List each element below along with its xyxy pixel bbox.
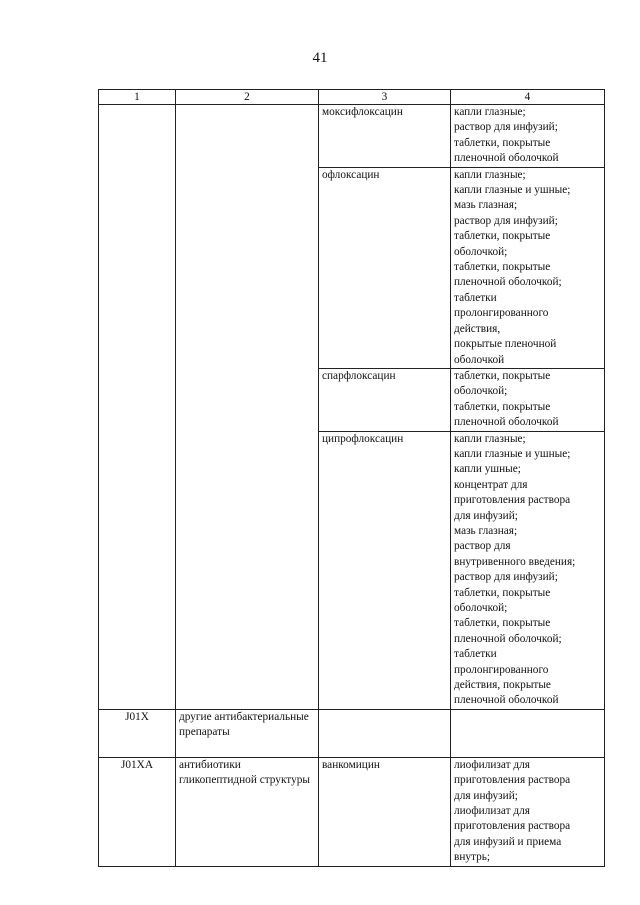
dosage-form-line: приготовления раствора <box>454 774 571 787</box>
dosage-form-line: действия, покрытые <box>454 679 551 692</box>
dosage-form-line: раствор для <box>454 540 511 553</box>
dosage-form-line: раствор для инфузий; <box>454 571 558 584</box>
dosage-form-line: пленочной оболочкой; <box>454 276 562 289</box>
column-header: 2 <box>176 90 319 105</box>
dosage-form-line: лиофилизат для <box>454 758 530 771</box>
dosage-form-line: лиофилизат для <box>454 805 530 818</box>
drug-name-cell: офлоксацин <box>319 167 451 368</box>
drug-name-cell: спарфлоксацин <box>319 368 451 431</box>
dosage-forms-cell <box>451 167 605 368</box>
column-header: 1 <box>99 90 176 105</box>
group-name-cell: другие антибактериальные препараты <box>176 709 319 757</box>
dosage-form-line: оболочкой; <box>454 602 508 614</box>
dosage-forms-cell <box>451 431 605 709</box>
dosage-form-line: пролонгированного <box>454 663 549 676</box>
dosage-form-line: оболочкой; <box>454 245 508 258</box>
dosage-form-line: капли глазные и ушные; <box>454 184 571 197</box>
dosage-form-line: пролонгированного <box>454 307 549 320</box>
dosage-forms-cell <box>451 757 605 866</box>
table-body <box>99 105 605 867</box>
dosage-form-line: пленочной оболочкой <box>454 416 559 429</box>
dosage-form-line: таблетки, покрытые <box>454 400 551 413</box>
dosage-form-line: таблетки, покрытые <box>454 230 551 243</box>
dosage-form-line: мазь глазная; <box>454 199 518 212</box>
group-name-cell: антибиотики гликопептидной структуры <box>176 757 319 866</box>
atc-code-cell: J01XA <box>99 757 176 866</box>
dosage-form-line: пленочной оболочкой <box>454 152 559 165</box>
dosage-form-line: внутривенного введения; <box>454 555 576 568</box>
dosage-form-line: раствор для инфузий; <box>454 121 558 134</box>
table-row <box>99 105 605 168</box>
atc-code-cell <box>99 105 176 710</box>
dosage-form-line: для инфузий; <box>454 789 518 802</box>
table-row <box>99 709 605 757</box>
dosage-form-line: приготовления раствора <box>454 820 571 833</box>
dosage-form-line: капли ушные; <box>454 463 521 476</box>
dosage-form-line: для инфузий; <box>454 509 518 522</box>
dosage-form-line: капли глазные; <box>454 106 526 118</box>
drug-name-cell: моксифлоксацин <box>319 105 451 168</box>
dosage-form-line: оболочкой <box>454 353 505 366</box>
dosage-forms-cell <box>451 709 605 757</box>
dosage-form-line: концентрат для <box>454 478 528 491</box>
dosage-form-line: таблетки, покрытые <box>454 617 551 630</box>
column-header: 4 <box>451 90 605 105</box>
dosage-form-line: капли глазные и ушные; <box>454 447 571 460</box>
page-number: 41 <box>312 50 328 66</box>
dosage-form-line: внутрь; <box>454 851 491 864</box>
dosage-form-line: таблетки, покрытые <box>454 136 551 149</box>
dosage-form-line: капли глазные; <box>454 168 526 181</box>
dosage-form-line: пленочной оболочкой; <box>454 632 562 645</box>
table-header-row <box>99 90 605 105</box>
dosage-form-line: покрытые пленочной <box>454 338 557 351</box>
table-row <box>99 757 605 866</box>
drug-name-cell: ванкомицин <box>319 757 451 866</box>
dosage-forms-cell <box>451 368 605 431</box>
dosage-form-line: таблетки, покрытые <box>454 369 551 382</box>
dosage-form-line: приготовления раствора <box>454 494 571 507</box>
drug-table <box>98 89 605 867</box>
dosage-form-line: капли глазные; <box>454 432 526 445</box>
dosage-form-line: таблетки, покрытые <box>454 586 551 599</box>
dosage-forms-cell <box>451 105 605 168</box>
dosage-form-line: таблетки, покрытые <box>454 261 551 274</box>
drug-name-cell: ципрофлоксацин <box>319 431 451 709</box>
dosage-form-line: пленочной оболочкой <box>454 694 559 707</box>
dosage-form-line: таблетки <box>454 648 497 661</box>
group-name-cell <box>176 105 319 710</box>
atc-code-cell: J01X <box>99 709 176 757</box>
dosage-form-line: для инфузий и приема <box>454 835 562 848</box>
column-header: 3 <box>319 90 451 105</box>
dosage-form-line: действия, <box>454 322 501 335</box>
dosage-form-line: оболочкой; <box>454 385 508 398</box>
dosage-form-line: мазь глазная; <box>454 524 518 537</box>
drug-name-cell <box>319 709 451 757</box>
dosage-form-line: раствор для инфузий; <box>454 214 558 227</box>
dosage-form-line: таблетки <box>454 291 497 304</box>
